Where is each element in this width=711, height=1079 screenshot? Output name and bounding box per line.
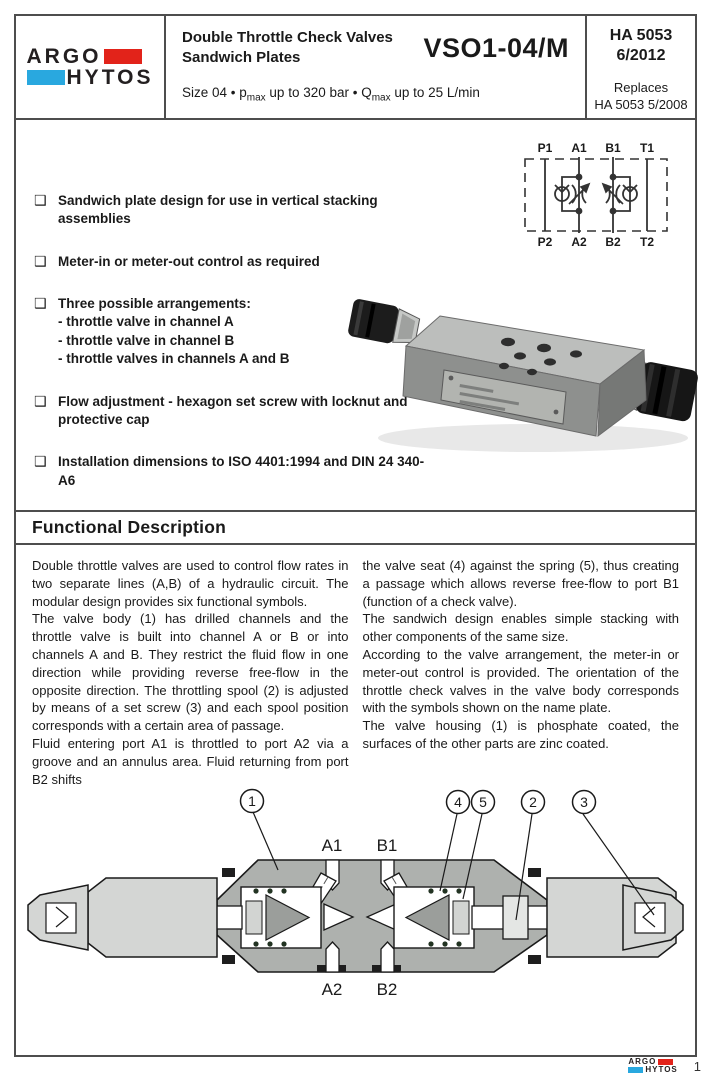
diagram-port-label: A1 xyxy=(321,836,343,855)
symbol-port-label: B2 xyxy=(605,235,621,249)
logo-word-argo: ARGO xyxy=(26,45,102,68)
checkbox-bullet-icon: ❑ xyxy=(34,393,47,410)
list-item xyxy=(34,253,426,271)
page-number: 1 xyxy=(693,1058,701,1074)
replaces-label: Replaces xyxy=(613,80,669,95)
footer xyxy=(628,1058,701,1074)
section-heading: Functional Description xyxy=(32,517,226,537)
header-title-cell xyxy=(166,16,587,118)
doc-number: HA 5053 xyxy=(609,27,673,44)
spec-subtitle xyxy=(182,85,575,110)
callout-number: 5 xyxy=(479,794,487,810)
logo-cyan-block-icon xyxy=(27,70,65,85)
datasheet-page xyxy=(14,14,697,1057)
header xyxy=(16,16,695,120)
doc-issue-date: 6/2012 xyxy=(616,47,666,64)
logo-word-hytos: HYTOS xyxy=(66,66,154,89)
text-column-right xyxy=(363,557,680,771)
callout-number: 2 xyxy=(529,794,537,810)
feature-sub-item: - throttle valve in channel B xyxy=(58,332,235,348)
symbol-port-label: A1 xyxy=(571,141,587,155)
feature-text: Installation dimensions to ISO 4401:1994 and DIN 24 340-A6 xyxy=(58,454,425,488)
symbol-port-label: B1 xyxy=(605,141,621,155)
subtitle-part: up to 320 bar • Q xyxy=(265,85,372,101)
callout-number: 3 xyxy=(580,794,588,810)
replaces-value: HA 5053 5/2008 xyxy=(594,96,688,112)
feature-text: Flow adjustment - hexagon set screw with locknut and protective cap xyxy=(58,393,408,427)
functional-description-text xyxy=(16,545,695,787)
doc-title-line1: Double Throttle Check Valves xyxy=(182,29,393,46)
checkbox-bullet-icon: ❑ xyxy=(34,454,47,471)
symbol-port-label: P1 xyxy=(537,141,553,155)
section-heading-band xyxy=(16,510,695,545)
logo-word-argo: ARGO xyxy=(628,1057,657,1066)
symbol-port-label: A2 xyxy=(571,235,587,249)
diagram-port-label: B2 xyxy=(376,980,398,999)
paragraph: The valve housing (1) is phosphate coated, the surfaces of the other parts are zinc coated. xyxy=(362,718,679,751)
text-column-left xyxy=(32,557,349,787)
checkbox-bullet-icon: ❑ xyxy=(34,193,47,209)
feature-sub-item: - throttle valve in channel A xyxy=(58,314,234,330)
symbol-port-label: P2 xyxy=(537,235,553,249)
paragraph: The valve body (1) has drilled channels and the throttle valve is built into channel A or B or into channels A and B. They restrict the fluid flow in one direction while providing reverse free-flow in the opposite direction. The throttling spool (2) is adjusted by means of a set screw (3) and each spool position corresponds with a certain area of passage. xyxy=(32,611,349,734)
footer-logo xyxy=(628,1058,677,1074)
checkbox-bullet-icon: ❑ xyxy=(34,296,47,313)
diagram-port-label: A2 xyxy=(321,980,343,999)
symbol-port-label: T2 xyxy=(639,235,655,249)
feature-text: Sandwich plate design for use in vertical stacking assemblies xyxy=(58,193,378,227)
hydraulic-symbol-diagram xyxy=(505,138,683,250)
product-photo xyxy=(348,280,698,465)
feature-text: Meter-in or meter-out control as required xyxy=(58,253,320,269)
paragraph: the valve seat (4) against the spring (5), thus creating a passage which allows reverse free-flow to port B1 (function of a check valve). xyxy=(362,558,679,609)
paragraph: The sandwich design enables simple stacking with other components of the same size. xyxy=(362,611,679,645)
subtitle-part: Size 04 • p xyxy=(182,85,247,101)
model-code: VSO1-04/M xyxy=(423,33,569,63)
argo-hytos-logo xyxy=(27,46,154,88)
logo-red-block-icon xyxy=(104,49,142,64)
header-logo-cell xyxy=(16,16,166,118)
logo-cyan-block-icon xyxy=(628,1067,643,1073)
diagram-port-label: B1 xyxy=(376,836,398,855)
doc-title-line2: Sandwich Plates xyxy=(182,49,301,67)
feature-sub-item: - throttle valves in channels A and B xyxy=(58,351,290,367)
paragraph: According to the valve arrangement, the meter-in or meter-out control is provided. The orientation of the throttle check valves in the valve body corresponds with the symbols shown on the name plate. xyxy=(362,646,679,716)
logo-word-hytos: HYTOS xyxy=(645,1065,678,1074)
subtitle-part: up to 25 L/min xyxy=(390,85,480,101)
feature-text: Three possible arrangements: xyxy=(58,296,251,312)
subtitle-sub: max xyxy=(246,93,266,104)
header-doc-cell xyxy=(587,16,695,118)
symbol-port-label: T1 xyxy=(639,141,655,155)
paragraph: Double throttle valves are used to control flow rates in two separate lines (A,B) of a hydraulic circuit. The modular design provides six functional symbols. xyxy=(32,558,349,609)
intro-section xyxy=(16,120,695,510)
cross-section-area xyxy=(16,771,695,1057)
callout-number: 4 xyxy=(454,794,462,810)
subtitle-sub: max xyxy=(371,93,391,104)
callout-number: 1 xyxy=(248,793,256,809)
valve-cross-section-diagram xyxy=(16,775,695,1015)
paragraph: Fluid entering port A1 is throttled to port A2 via a groove and an annulus area. Fluid returning from port B2 shifts xyxy=(32,735,349,787)
checkbox-bullet-icon: ❑ xyxy=(34,253,47,270)
list-item xyxy=(34,192,426,229)
